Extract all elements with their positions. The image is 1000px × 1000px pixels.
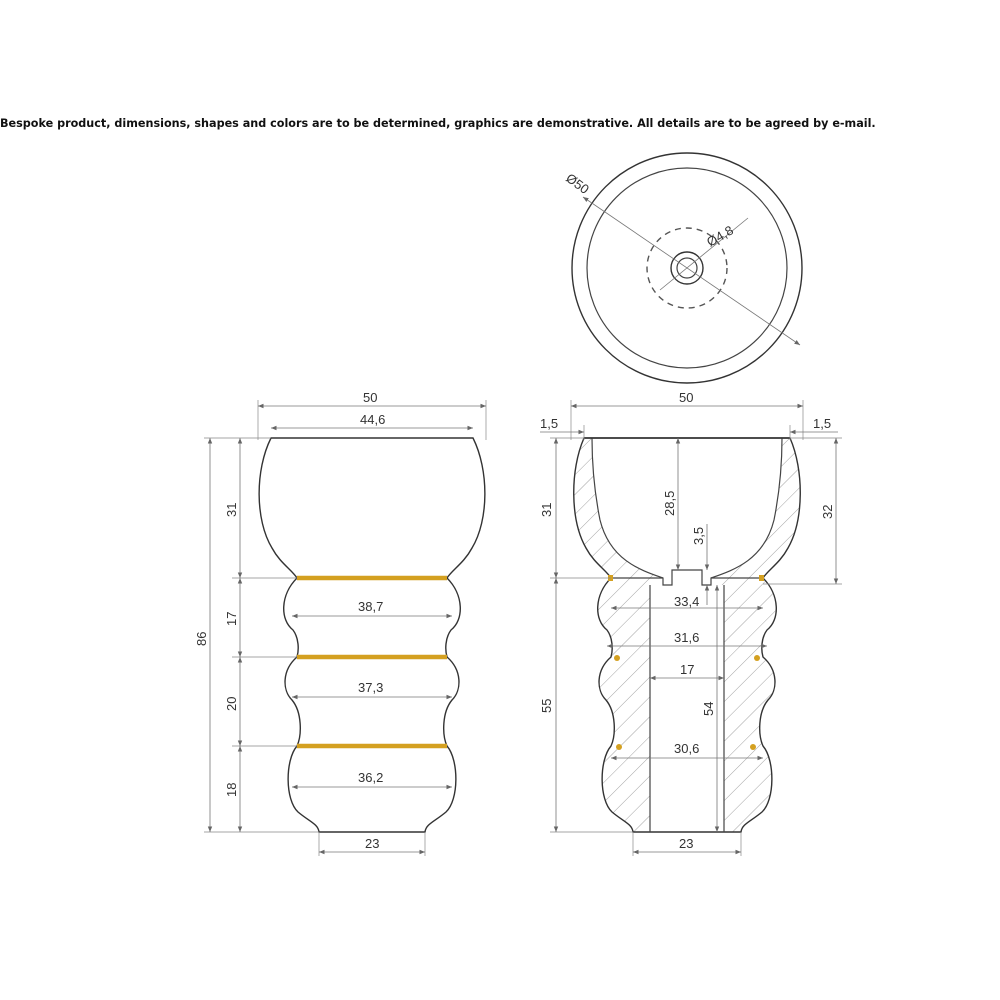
front-band-1-width-label: 38,7 (358, 599, 384, 614)
front-bottom-height-label: 18 (224, 782, 239, 797)
section-width-1-label: 33,4 (674, 594, 700, 609)
section-basin-depth-label: 28,5 (662, 490, 677, 516)
band-marker-left-low (616, 744, 622, 750)
section-drain-step-label: 3,5 (691, 526, 706, 545)
front-upper-height-label: 31 (224, 502, 239, 517)
front-mid-height-2-label: 20 (224, 696, 239, 711)
front-band-3-width-label: 36,2 (358, 770, 384, 785)
drain-diameter-label: Ø4,8 (704, 222, 736, 250)
section-base-width-label: 23 (679, 836, 694, 851)
section-bore-height-label: 54 (701, 701, 716, 716)
front-base-width-label: 23 (365, 836, 380, 851)
section-view (539, 390, 842, 856)
section-column-height-label: 55 (539, 698, 554, 713)
top-view (563, 153, 802, 383)
section-basin-outer-height-label: 32 (820, 504, 835, 519)
section-width-3-label: 30,6 (674, 741, 700, 756)
outer-diameter-label: Ø50 (563, 170, 592, 197)
front-mid-height-1-label: 17 (224, 611, 239, 626)
front-view (194, 390, 486, 856)
disclaimer-text: Bespoke product, dimensions, shapes and colors are to be determined, graphics are demonstrative. All details are to be agreed by e-mail. (0, 117, 876, 130)
section-bore-width-label: 17 (680, 662, 695, 677)
front-band-2-width-label: 37,3 (358, 680, 384, 695)
front-total-width-label: 50 (363, 390, 378, 405)
diameter-dimension-line (583, 197, 800, 345)
band-marker-right-low (750, 744, 756, 750)
section-basin-height-label: 31 (539, 502, 554, 517)
front-top-inner-width-label: 44,6 (360, 412, 386, 427)
section-rim-right-label: 1,5 (813, 416, 832, 431)
section-total-width-label: 50 (679, 390, 694, 405)
band-marker-right-top (759, 575, 764, 581)
band-marker-left-mid (614, 655, 620, 661)
front-total-height-label: 86 (194, 631, 209, 646)
section-width-2-label: 31,6 (674, 630, 700, 645)
section-rim-left-label: 1,5 (540, 416, 559, 431)
band-marker-right-mid (754, 655, 760, 661)
